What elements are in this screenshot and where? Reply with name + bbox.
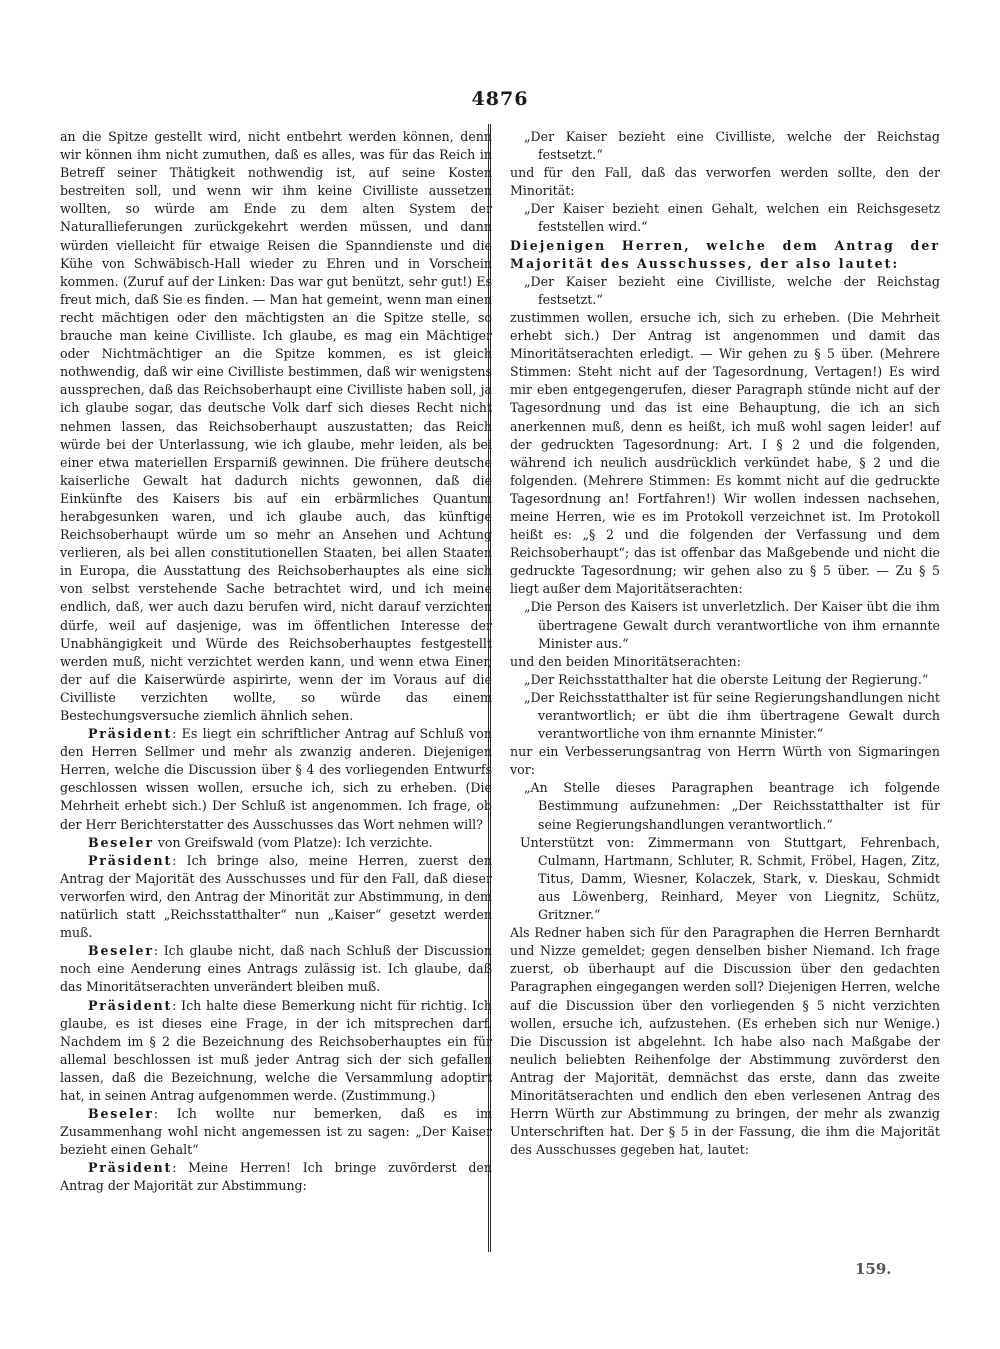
paragraph: Beseler: Ich glaube nicht, daß nach Schluß der Discussion noch eine Aenderung eines Antrags zulässig ist. Ich glaube, daß das Minoritätserachten unverändert bleiben muß.: [60, 943, 492, 995]
paragraph: an die Spitze gestellt wird, nicht entbehrt werden können, denn wir können ihm nicht zumuthen, daß es alles, was für das Reich in Betreff seiner Thätigkeit nothwendig ist, auf seine Kosten bestreiten soll, und wenn wir ihm keine Civilliste aussetzen wollten, so würde am Ende zu dem alten System der Naturallieferungen zurückgekehrt werden müssen, und dann würden vielleicht für etwaige Reisen die Spanndienste und die Kühe von Schwäbisch-Hall wieder zu Ehren und in Vorschein kommen. (Zuruf auf der Linken: Das war gut benützt, sehr gut!) Es freut mich, daß Sie es finden. — Man hat gemeint, wenn man einen recht mächtigen oder den mächtigsten an die Spitze stelle, so brauche man keine Civilliste. Ich glaube, es mag ein Mächtiger oder Nichtmächtiger an die Spitze kommen, es ist gleich nothwendig, daß wir eine Civilliste bestimmen, daß wir wenigstens aussprechen, daß das Reichsoberhaupt eine Civilliste haben soll, ja ich glaube sogar, das deutsche Volk darf sich dieses Recht nicht nehmen lassen, das Reichsoberhaupt auszustatten; das Reich würde bei der Unterlassung, wie ich glaube, mehr leiden, als bei einer etwa materiellen Ersparniß gewinnen. Die frühere deutsche kaiserliche Gewalt hat dadurch nichts gewonnen, daß die Einkünfte des Kaisers bis auf ein erbärmliches Quantum herabgesunken waren, und ich glaube auch, das künftige Reichsoberhaupt würde um so mehr an Ansehen und Achtung verlieren, als bei allen constitutionellen Staaten, bei allen Staaten in Europa, die Ausstattung des Reichsoberhauptes als eine sich von selbst verstehende Sache betrachtet wird, und ich meine endlich, daß, wer auch dazu berufen wird, nicht darauf verzichten dürfe, weil auf dasjenige, was im öffentlichen Interesse der Unabhängigkeit und Würde des Reichsoberhauptes festgestellt werden muß, nicht verzichtet werden kann, und wenn etwa Einer, der auf die Kaiserwürde aspirirte, wenn der im Voraus auf die Civilliste verzichten wollte, so würde das einem Bestechungsversuche ziemlich ähnlich sehen.: [60, 129, 492, 723]
paragraph: Präsident: Meine Herren! Ich bringe zuvörderst den Antrag der Majorität zur Abstimmung:: [60, 1160, 492, 1194]
quote: „An Stelle dieses Paragraphen beantrage ich folgende Bestimmung aufzunehmen: „Der Reichsstatthalter ist für seine Regierungshandlungen verantwortlich.“: [524, 780, 940, 832]
speaker-name: Präsident: [88, 997, 173, 1013]
paragraph: Als Redner haben sich für den Paragraphen die Herren Bernhardt und Nizze gemeldet; gegen denselben bisher Niemand. Ich frage zuerst, ob überhaupt auf die Discussion über den gedachten Paragraphen eingegangen werden soll? Diejenigen Herren, welche auf die Discussion über den vorliegenden § 5 nicht verzichten wollen, ersuche ich, aufzustehen. (Es erheben sich nur Wenige.) Die Discussion ist abgelehnt. Ich habe also nach Maßgabe der neulich beliebten Reihenfolge der Abstimmung zuvörderst den Antrag der Majorität, demnächst das erste, dann das zweite Minoritätserachten und endlich den eben verlesenen Antrag des Herrn Würth zur Abstimmung zu bringen, der mehr als zwanzig Unterschriften hat. Der § 5 in der Fassung, die ihm die Majorität des Ausschusses gegeben hat, lautet:: [510, 925, 940, 1158]
quote: „Der Reichsstatthalter hat die oberste Leitung der Regierung.“: [524, 671, 929, 687]
paragraph: Diejenigen Herren, welche dem Antrag der Majorität des Ausschusses, der also lautet:: [510, 237, 940, 271]
paragraph: Präsident: Ich halte diese Bemerkung nicht für richtig. Ich glaube, es ist dieses eine Frage, in der ich mitsprechen darf. Nachdem im § 2 die Bezeichnung des Reichsoberhauptes ein für allemal beschlossen ist muß jeder Antrag sich der sich gefallen lassen, daß die Bezeichnung, welche die Versammlung adoptirt hat, in seinen Antrag aufgenommen werde. (Zustimmung.): [60, 997, 492, 1103]
speaker-name: Präsident: [88, 1160, 173, 1176]
quote: „Die Person des Kaisers ist unverletzlich. Der Kaiser übt die ihm übertragene Gewalt durch verantwortliche von ihm ernannte Minister aus.“: [524, 599, 940, 651]
speaker-name: Präsident: [88, 726, 173, 742]
column-divider: [488, 124, 491, 1252]
page-number: 4876: [471, 88, 529, 110]
speaker-name: Beseler: [88, 834, 154, 850]
quote: „Der Kaiser bezieht einen Gehalt, welchen ein Reichsgesetz feststellen wird.“: [524, 201, 940, 235]
paragraph: zustimmen wollen, ersuche ich, sich zu erheben. (Die Mehrheit erhebt sich.) Der Antrag ist angenommen und damit das Minoritätserachten erledigt. — Wir gehen zu § 5 über. (Mehrere Stimmen: Steht nicht auf der Tagesordnung, Vertagen!) Es wird mir eben entgegengerufen, dieser Paragraph stünde nicht auf der Tagesordnung und das ist eine Behauptung, die ich an sich anerkennen muß, denn es heißt, ich muß wohl sagen leider! auf der gedruckten Tagesordnung: Art. I § 2 und die folgenden, während ich neulich ausdrücklich verkündet habe, § 2 und die folgenden. (Mehrere Stimmen: Es kommt nicht auf die gedruckte Tagesordnung an! Fortfahren!) Wir wollen indessen nachsehen, meine Herren, wie es im Protokoll verzeichnet ist. Im Protokoll heißt es: „§ 2 und die folgenden der Verfassung und dem Reichsoberhaupt“; das ist offenbar das Maßgebende und nicht die gedruckte Tagesordnung; wir gehen also zu § 5 über. — Zu § 5 liegt außer dem Majoritätserachten:: [510, 309, 940, 597]
left-column: [60, 128, 492, 1196]
quote: „Der Reichsstatthalter ist für seine Regierungshandlungen nicht verantwortlich; er übt die ihm übertragene Gewalt durch verantwortliche von ihm ernannte Minister.“: [524, 689, 940, 742]
paragraph: und für den Fall, daß das verworfen werden sollte, den der Minorität:: [510, 165, 940, 199]
paragraph: Präsident: Ich bringe also, meine Herren, zuerst den Antrag der Majorität des Ausschusses und für den Fall, daß dieser verworfen wird, den Antrag der Minorität zur Abstimmung, in dem natürlich statt „Reichsstatthalter“ nun „Kaiser“ gesetzt werden muß.: [60, 852, 492, 941]
signature-mark: 159.: [855, 1260, 892, 1278]
paragraph: und den beiden Minoritätserachten:: [510, 653, 741, 669]
speaker-name: Beseler: [88, 1106, 154, 1122]
quote: „Der Kaiser bezieht eine Civilliste, welche der Reichstag festsetzt.“: [524, 273, 940, 307]
paragraph: Präsident: Es liegt ein schriftlicher Antrag auf Schluß von den Herren Sellmer und mehr als zwanzig anderen. Diejenigen Herren, welche die Discussion über § 4 des vorliegenden Entwurfs geschlossen wissen wollen, ersuche ich, sich zu erheben. (Die Mehrheit erhebt sich.) Der Schluß ist angenommen. Ich frage, ob der Herr Berichterstatter des Ausschusses das Wort nehmen will?: [60, 726, 492, 832]
paragraph: Beseler: Ich wollte nur bemerken, daß es im Zusammenhang wohl nicht angemessen ist zu sagen: „Der Kaiser bezieht einen Gehalt“: [60, 1106, 492, 1158]
right-column: [510, 128, 940, 1159]
quote: „Der Kaiser bezieht eine Civilliste, welche der Reichstag festsetzt.“: [524, 129, 940, 163]
paragraph: Beseler von Greifswald (vom Platze): Ich verzichte.: [88, 834, 433, 850]
paragraph: nur ein Verbesserungsantrag von Herrn Würth von Sigmaringen vor:: [510, 744, 940, 778]
supporters-list: Unterstützt von: Zimmermann von Stuttgart, Fehrenbach, Culmann, Hartmann, Schluter, R. Schmit, Fröbel, Hagen, Zitz, Titus, Damm, Wiesner, Kolaczek, Stark, v. Dieskau, Schmidt aus Löwenberg, Reinhard, Meyer von Liegnitz, Schütz, Gritzner.“: [520, 834, 940, 923]
speaker-name: Präsident: [88, 852, 173, 868]
speaker-name: Beseler: [88, 943, 154, 959]
